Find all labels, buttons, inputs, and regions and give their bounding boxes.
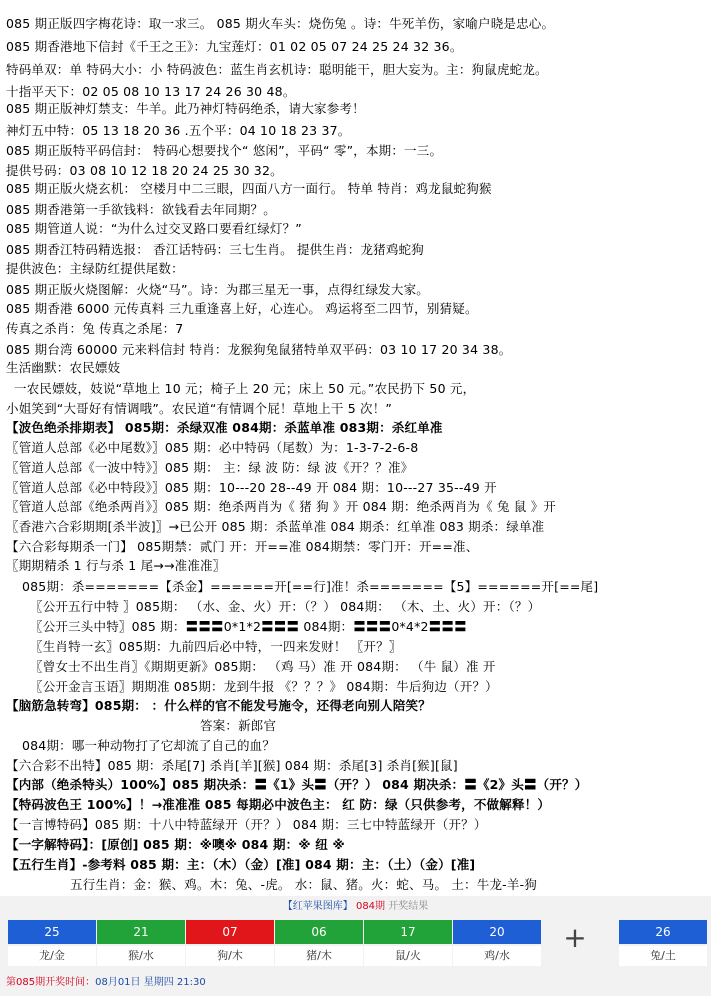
- text-line: 084期：哪一种动物打了它却流了自己的血？: [22, 738, 276, 753]
- text-line: 神灯五中特：05 13 18 20 36 .五个平：04 10 18 23 37。: [6, 123, 351, 138]
- result-ball: 21: [97, 920, 185, 944]
- text-line: 小姐笑到“大哥好有情调哦”。农民道“有情调个屁！草地上干 5 次！”: [6, 401, 393, 416]
- result-label: 鸡/水: [453, 946, 541, 966]
- text-line: 【波色绝杀排期表】 085期：杀绿双准 084期：杀蓝单准 083期：杀红单准: [6, 420, 443, 435]
- text-line: 085 期香港地下信封《千王之王》：九宝莲灯：01 02 05 07 24 25 24 32 36。: [6, 39, 463, 54]
- text-line: 【脑筋急转弯】085期： ：什么样的官不能发号施令，还得老向别人陪笑？: [6, 698, 431, 713]
- text-line: 〖香港六合彩期期[杀半波]〗→已公开 085 期：杀蓝单准 084 期杀：红单准 083 期杀：绿单准: [6, 519, 545, 534]
- results-header: [0, 900, 711, 914]
- text-line: 〖生肖特一玄〗085期：九前四后必中特，一四来发财！ 〖开？〗: [30, 639, 402, 654]
- result-label: 龙/金: [8, 946, 96, 966]
- text-line: 五行生肖：金：猴、鸡。木：兔、-虎。 水：鼠、猪。火：蛇、马。 土：牛龙-羊-狗: [70, 877, 537, 892]
- text-line: 〖管道人总部《必中尾数》〗085 期：必中特码（尾数）为：1-3-7-2-6-8: [6, 440, 419, 455]
- text-line: 【内部（绝杀特头）100%】085 期决杀：〓《1》头〓（开？） 084 期决杀：〓《2》头〓（开？）: [6, 777, 588, 792]
- text-line: 【一字解特码】：[原创] 085 期：※噢※ 084 期：※ 纽 ※: [6, 837, 345, 852]
- text-line: 生活幽默：农民嫖妓: [6, 360, 121, 375]
- result-ball: 06: [275, 920, 363, 944]
- next-draw-time: [6, 976, 206, 990]
- text-line: 085期：杀=======【杀金】======开[==行]准！杀=======【5】======开[==尾]: [22, 579, 599, 594]
- next-draw-value: 08月01日 星期四 21:30: [95, 977, 206, 988]
- result-label: 猪/木: [275, 946, 363, 966]
- text-line: 〖期期精杀 1 行与杀 1 尾→→准准准〗: [6, 558, 226, 573]
- result-label: 猴/水: [97, 946, 185, 966]
- text-line: 085 期正版特平码信封： 特码心想要找个“ 悠闲”，平码“ 零”，本期：一三。: [6, 143, 443, 158]
- text-line: 〖管道人总部《必中特段》〗085 期：10---20 28--49 开 084 期：10---27 35--49 开: [6, 480, 497, 495]
- text-line: 085 期香港 6000 元传真料 三九重逢喜上好，心连心。 鸡运将至二四节，别猜疑。: [6, 301, 478, 316]
- text-line: 085 期正版火烧图解：火烧“马”。诗：为郡三星无一事，点得红绿发大家。: [6, 282, 429, 297]
- results-status: 开奖结果: [388, 901, 429, 912]
- text-line: 085 期台湾 60000 元来料信封 特肖：龙猴狗兔鼠猪特单双平码：03 10 17 20 34 38。: [6, 342, 512, 357]
- result-ball: 17: [364, 920, 452, 944]
- text-line: 一农民嫖妓，妓说“草地上 10 元；椅子上 20 元；床上 50 元。”农民扔下 50 元，: [14, 381, 476, 396]
- text-line: 〖公开金言玉语〗期期准 085期：龙到牛报 《？？？》 084期：牛后狗边（开？）: [30, 679, 498, 694]
- text-line: 085 期香江特码精选报： 香江话特码：三七生肖。 提供生肖：龙猪鸡蛇狗: [6, 242, 424, 257]
- result-ball: 25: [8, 920, 96, 944]
- text-line: 085 期正版神灯禁支：牛羊。此乃神灯特码绝杀，请大家参考！: [6, 101, 365, 116]
- text-line: 【六合彩不出特】085 期：杀尾[7] 杀肖[羊][猴] 084 期：杀尾[3] 杀肖[猴][鼠]: [6, 758, 458, 773]
- result-ball: 20: [453, 920, 541, 944]
- text-line: 【五行生肖】-参考料 085 期：主：（木）（金）[准] 084 期：主：（土）（金）[准]: [6, 857, 476, 872]
- results-panel: [0, 896, 711, 996]
- site-name[interactable]: 【红苹果图库】: [282, 901, 353, 912]
- text-line: 〖管道人总部《一波中特》〗085 期： 主：绿 波 防：绿 波《开？？准》: [6, 460, 414, 475]
- text-line: 提供号码：03 08 10 12 18 20 24 25 30 32。: [6, 163, 283, 178]
- result-ball: 07: [186, 920, 274, 944]
- text-line: 〖管道人总部《绝杀两肖》〗085 期：绝杀两肖为《 猪 狗 》开 084 期：绝杀两肖为《 兔 鼠 》开: [6, 499, 557, 514]
- text-line: 【六合彩每期杀一门】 085期禁：贰门 开：开==准 084期禁：零门开：开==准、: [6, 539, 479, 554]
- text-line: 提供波色：主绿防红提供尾数：: [6, 261, 184, 276]
- special-ball: 26: [619, 920, 707, 944]
- text-line: 〖公开三头中特〗085 期：〓〓〓0*1*2〓〓〓 084期：〓〓〓0*4*2〓〓〓: [30, 619, 467, 634]
- text-line: 085 期香港第一手欲钱料：欲钱看去年同期？。: [6, 202, 276, 217]
- text-line: 答案：新郎官: [200, 718, 277, 733]
- text-line: 十指平天下：02 05 08 10 13 17 24 26 30 48。: [6, 84, 296, 99]
- plus-icon: +: [563, 921, 587, 954]
- text-line: 【特码波色王 100%】！→准准准 085 每期必中波色主： 红 防：绿（只供参考，不做解释！）: [6, 797, 551, 812]
- text-line: 传真之杀肖：兔 传真之杀尾：7: [6, 321, 184, 336]
- next-draw-prefix: 第085期开奖时间：: [6, 977, 96, 988]
- text-line: 〖公开五行中特 〗085期： （水、金、火）开：（？） 084期： （木、土、火）开：（？）: [30, 599, 541, 614]
- text-line: 085 期正版火烧玄机： 空楼月中二三眼，四面八方一面行。 特单 特肖：鸡龙鼠蛇狗猴: [6, 181, 492, 196]
- special-label: 兔/土: [619, 946, 707, 966]
- text-line: 085 期管道人说：“为什么过交叉路口要看红绿灯？”: [6, 221, 302, 236]
- results-period: 084期: [355, 901, 386, 912]
- text-line: 特码单双：单 特码大小：小 特码波色：蓝生肖玄机诗：聪明能干，胆大妄为。主：狗鼠虎蛇龙。: [6, 62, 548, 77]
- result-label: 鼠/火: [364, 946, 452, 966]
- text-line: 085 期正版四字梅花诗：取一求三。 085 期火车头：烧伤兔 。诗：牛死羊伤，家喻户晓是忠心。: [6, 16, 555, 31]
- text-line: 〖曾女士不出生肖〗《期期更新》085期： （鸡 马）准 开 084期： （牛 鼠）准 开: [30, 659, 496, 674]
- text-line: 【一言博特码】085 期：十八中特蓝绿开（开？） 084 期：三七中特蓝绿开（开？）: [6, 817, 487, 832]
- result-label: 狗/木: [186, 946, 274, 966]
